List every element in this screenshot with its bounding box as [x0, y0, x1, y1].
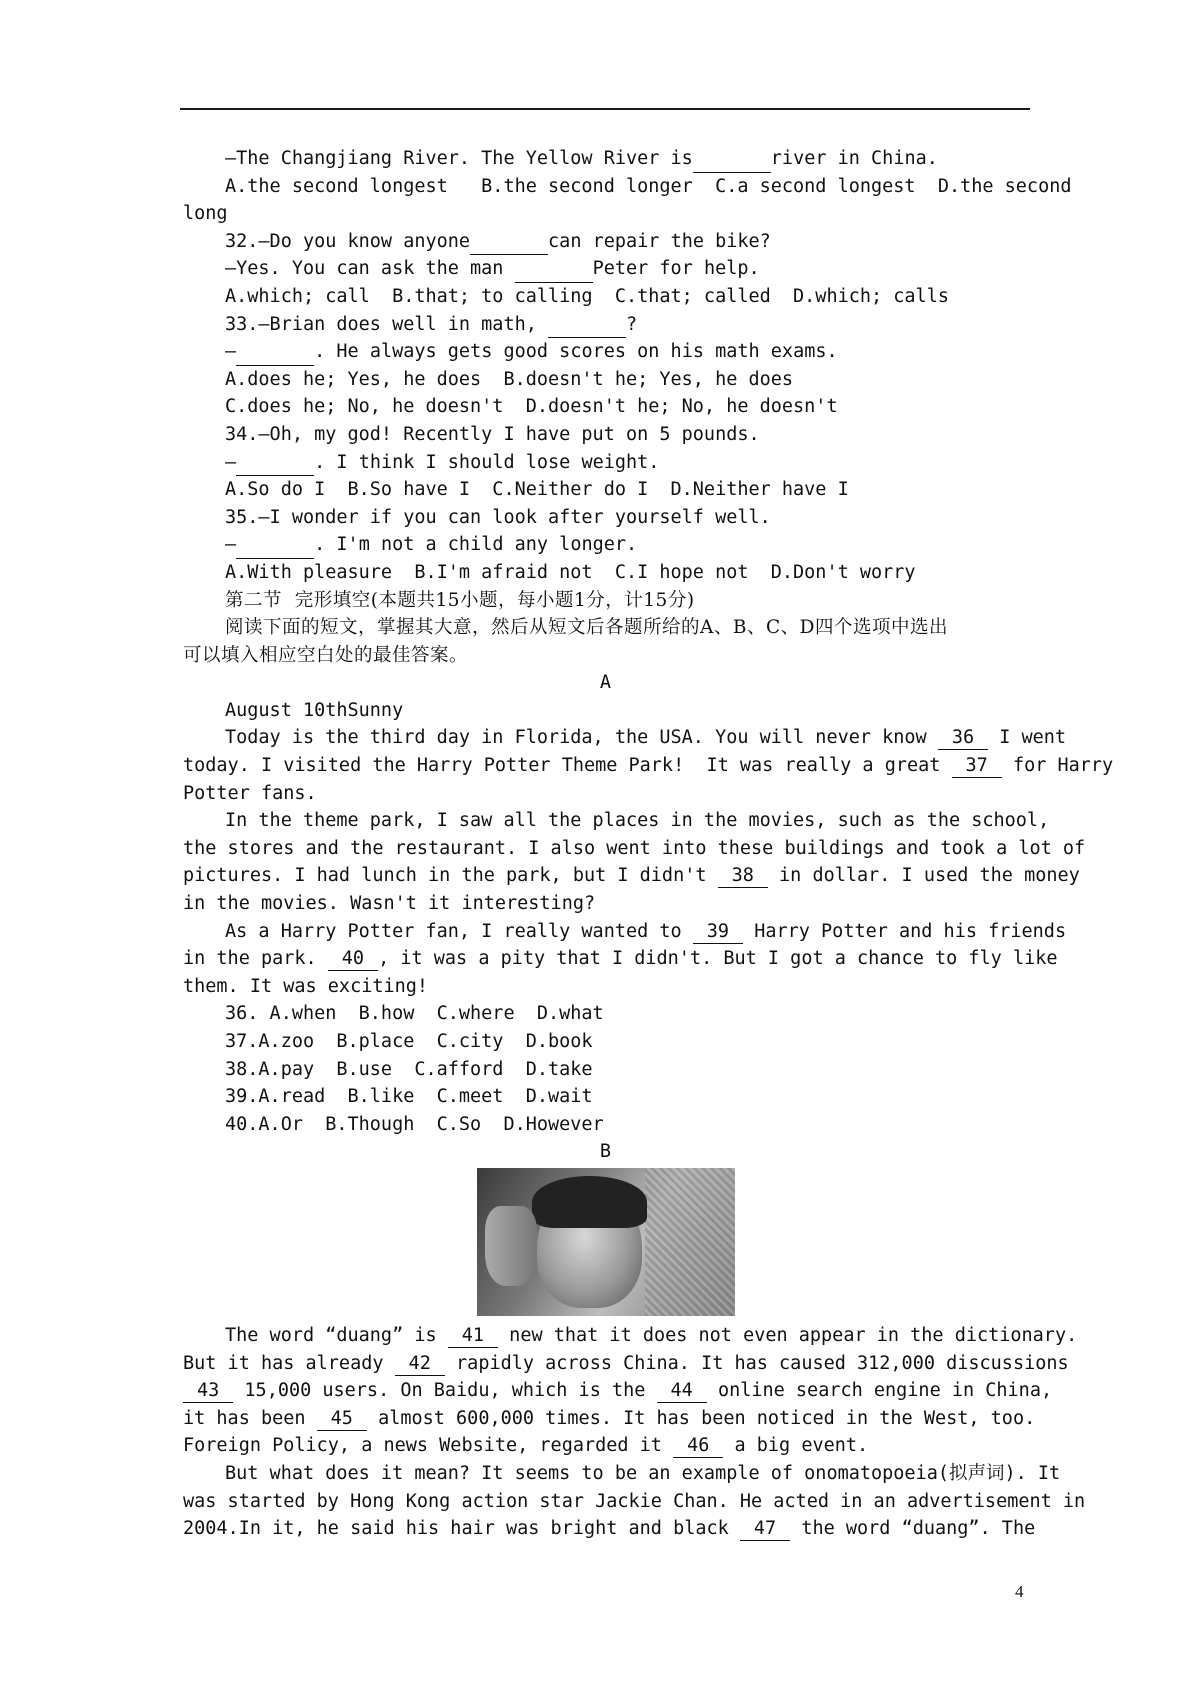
passage-a-line: As a Harry Potter fan, I really wanted to 39 Harry Potter and his friends: [225, 920, 1067, 942]
section-title: 第二节 完形填空(本题共15小题，每小题1分，计15分): [225, 589, 695, 611]
q34-question: 34.—Oh, my god! Recently I have put on 5 pounds.: [225, 423, 760, 445]
passage-b-heading: B: [599, 1141, 612, 1163]
passage-a-heading: A: [599, 672, 612, 694]
passage-b-line: 2004.In it, he said his hair was bright and black 47 the word “duang”. The: [183, 1518, 1036, 1540]
passage-b-line: Foreign Policy, a news Website, regarded it 46 a big event.: [183, 1435, 869, 1457]
q32-options: A.which; call B.that; to calling C.that; called D.which; calls: [225, 285, 949, 307]
q31-options: A.the second longest B.the second longer C.a second longest D.the second: [225, 175, 1072, 197]
q32-answer: —Yes. You can ask the man Peter for help.: [183, 255, 1028, 283]
q34-answer: — . I think I should lose weight.: [183, 449, 1028, 477]
option-row-37: 37.A.zoo B.place C.city D.book: [225, 1031, 593, 1052]
q31-question: —The Changjiang River. The Yellow River is river in China.: [183, 145, 1028, 173]
passage-b-line: it has been 45 almost 600,000 times. It has been noticed in the West, too.: [183, 1407, 1036, 1429]
photo-hair: [532, 1176, 647, 1228]
passage-b-line: But it has already 42 rapidly across China. It has caused 312,000 discussions: [183, 1352, 1069, 1374]
option-row-36: 36. A.when B.how C.where D.what: [225, 1003, 604, 1025]
option-row-40: 40.A.Or B.Though C.So D.However: [225, 1113, 604, 1135]
passage-a-line: in the movies. Wasn't it interesting?: [183, 893, 596, 915]
jackie-chan-photo: [477, 1168, 735, 1316]
q34-options: A.So do I B.So have I C.Neither do I D.Neither have I: [225, 479, 849, 501]
passage-a-line: in the park. 40 , it was a pity that I didn't. But I got a chance to fly like: [183, 948, 1058, 970]
header-rule: [180, 108, 1030, 110]
passage-b-line: But what does it mean? It seems to be an example of onomatopoeia(拟声词). It: [225, 1462, 1061, 1484]
option-row-39: 39.A.read B.like C.meet D.wait: [225, 1086, 593, 1108]
section-instruction-2: 可以填入相应空白处的最佳答案。: [183, 644, 469, 666]
photo-hand: [485, 1206, 537, 1286]
q31-options-wrap: long: [183, 203, 228, 225]
section-instruction-1: 阅读下面的短文，掌握其大意，然后从短文后各题所给的A、B、C、D四个选项中选出: [225, 617, 948, 639]
passage-b-line: The word “duang” is 41 new that it does not even appear in the dictionary.: [225, 1324, 1078, 1346]
passage-b-line: was started by Hong Kong action star Jackie Chan. He acted in an advertisement in: [183, 1490, 1086, 1512]
passage-a-line: them. It was exciting!: [183, 975, 429, 997]
q32-question: 32.—Do you know anyone can repair the bike?: [183, 228, 1028, 256]
q33-options-1: A.does he; Yes, he does B.doesn't he; Yes, he does: [225, 368, 794, 390]
q33-answer: — . He always gets good scores on his math exams.: [183, 338, 1028, 366]
passage-a-line: Today is the third day in Florida, the USA. You will never know 36 I went: [225, 727, 1067, 749]
page-number: 4: [1015, 1582, 1024, 1601]
passage-a-date: August 10thSunny: [225, 699, 404, 721]
passage-a-line: In the theme park, I saw all the places in the movies, such as the school,: [225, 810, 1050, 832]
passage-a-line: Potter fans.: [183, 782, 317, 804]
q35-answer: — . I'm not a child any longer.: [183, 531, 1028, 559]
passage-b-line: 43 15,000 users. On Baidu, which is the 44 online search engine in China,: [183, 1377, 1028, 1405]
passage-a-line: pictures. I had lunch in the park, but I didn't 38 in dollar. I used the money: [183, 865, 1080, 887]
photo-background: [645, 1168, 735, 1316]
passage-a-line: today. I visited the Harry Potter Theme Park! It was really a great 37 for Harry: [183, 755, 1114, 777]
q33-options-2: C.does he; No, he doesn't D.doesn't he; No, he doesn't: [225, 396, 838, 418]
option-row-38: 38.A.pay B.use C.afford D.take: [225, 1058, 593, 1080]
page-content: [183, 145, 1114, 1543]
q35-question: 35.—I wonder if you can look after yourself well.: [225, 506, 771, 528]
passage-a-line: the stores and the restaurant. I also went into these buildings and took a lot of: [183, 837, 1086, 859]
q35-options: A.With pleasure B.I'm afraid not C.I hope not D.Don't worry: [225, 561, 916, 583]
q33-question: 33.—Brian does well in math, ?: [183, 311, 1028, 339]
